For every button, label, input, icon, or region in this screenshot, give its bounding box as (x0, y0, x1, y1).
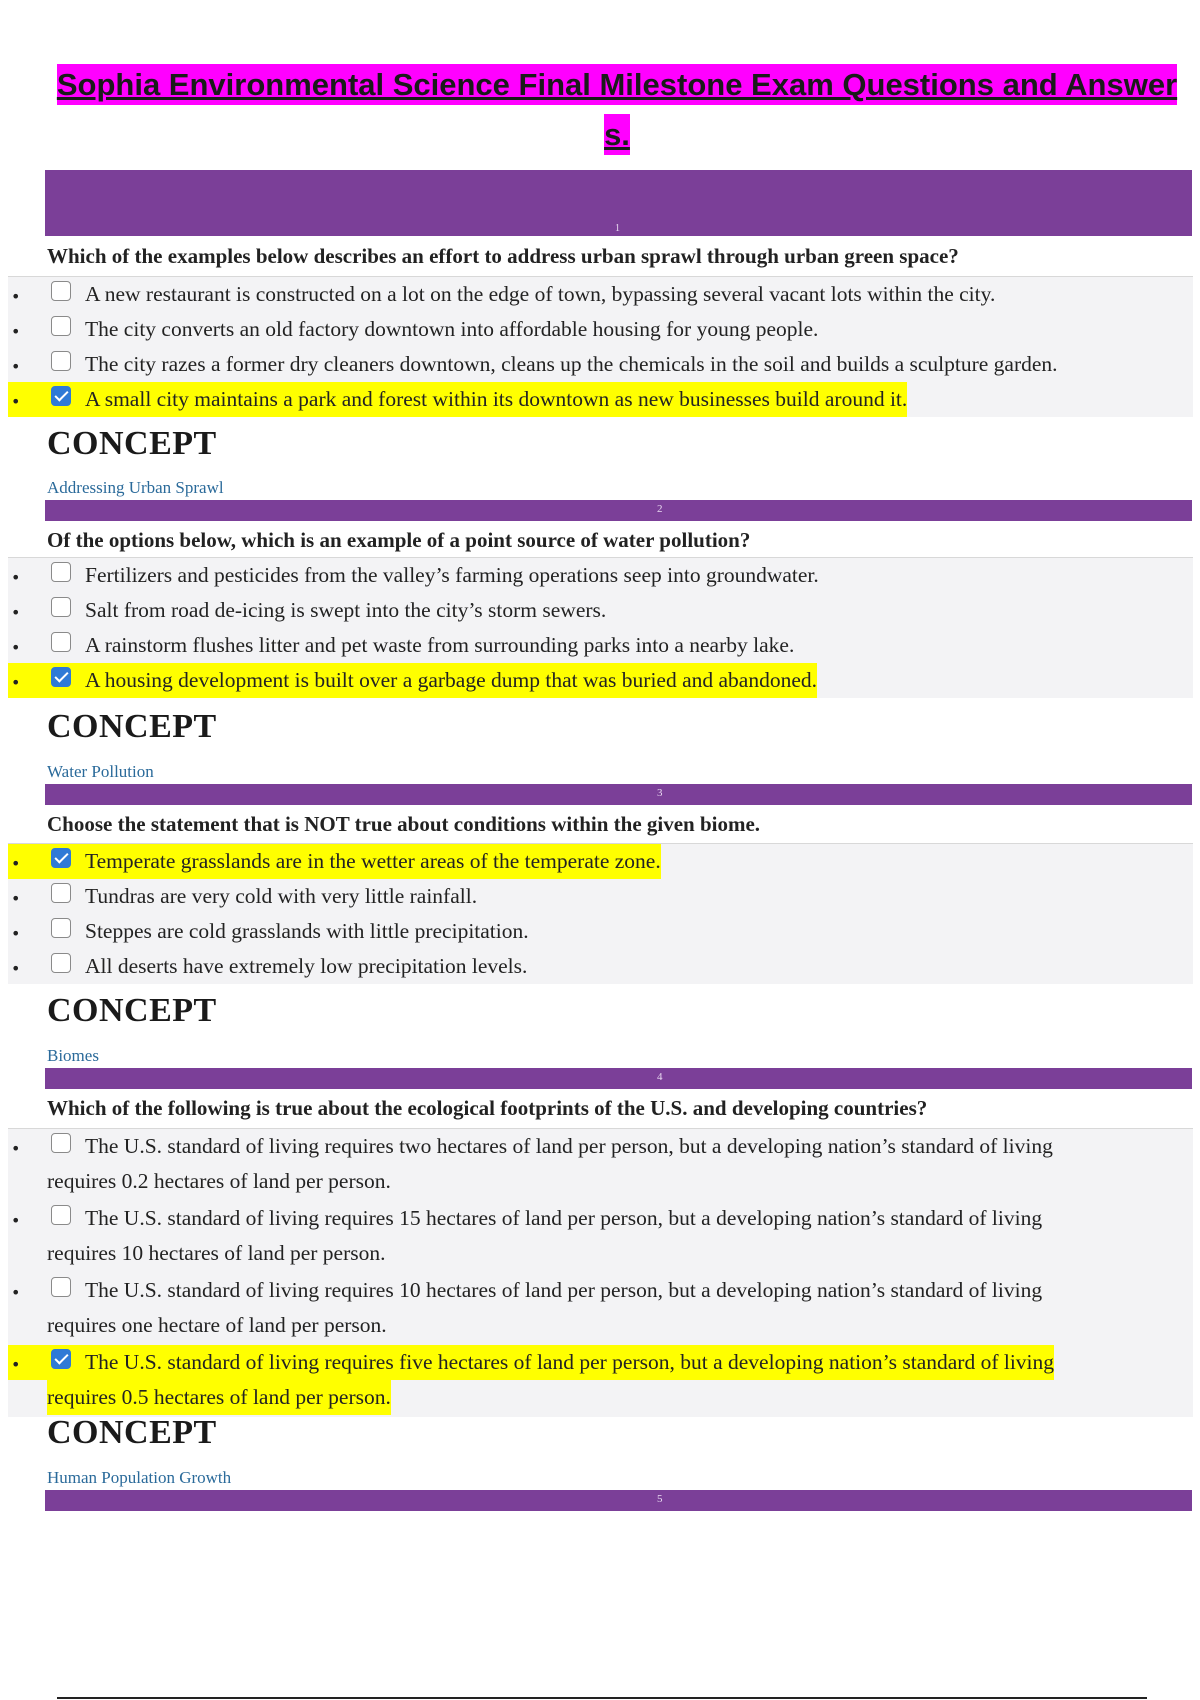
question-text: Which of the following is true about the ecological footprints of the U.S. and developing countries? (47, 1096, 928, 1120)
question-text: Of the options below, which is an example of a point source of water pollution? (47, 528, 751, 552)
checkbox-checked-icon[interactable] (51, 1349, 71, 1369)
checkbox-icon[interactable] (51, 281, 71, 301)
checkbox-icon[interactable] (51, 918, 71, 938)
bullet-icon: • (11, 392, 21, 411)
answer-options (8, 1128, 1193, 1417)
concept-heading: CONCEPT (47, 425, 217, 462)
answer-option[interactable] (8, 312, 1193, 347)
answer-text: All deserts have extremely low precipitation levels. (85, 954, 528, 978)
bullet-icon: • (11, 1283, 21, 1302)
checkbox-icon[interactable] (51, 562, 71, 582)
answer-text: Temperate grasslands are in the wetter areas of the temperate zone. (85, 844, 661, 879)
answer-option[interactable] (8, 949, 1193, 984)
checkbox-icon[interactable] (51, 316, 71, 336)
answer-text-line: requires 10 hectares of land per person. (47, 1241, 386, 1265)
bullet-icon: • (11, 1211, 21, 1230)
question-number: 1 (615, 223, 620, 234)
answer-text: A housing development is built over a garbage dump that was buried and abandoned. (85, 663, 817, 698)
answer-text-line: requires 0.5 hectares of land per person. (47, 1380, 391, 1415)
bullet-icon: • (11, 673, 21, 692)
divider-bar (45, 500, 1192, 521)
answer-text: Fertilizers and pesticides from the valley’s farming operations seep into groundwater. (85, 563, 819, 587)
answer-text: The city razes a former dry cleaners downtown, cleans up the chemicals in the soil and builds a sculpture garden. (85, 352, 1058, 376)
divider-bar (45, 1490, 1192, 1511)
bullet-icon: • (11, 287, 21, 306)
question-number: 3 (657, 787, 663, 799)
document-title: Sophia Environmental Science Final Milestone Exam Questions and Answers. (57, 64, 1177, 155)
answer-text: A small city maintains a park and forest within its downtown as new businesses build around it. (85, 382, 907, 417)
bullet-icon: • (11, 603, 21, 622)
concept-link[interactable]: Biomes (47, 1046, 99, 1065)
answer-text: Salt from road de-icing is swept into the city’s storm sewers. (85, 598, 607, 622)
bullet-icon: • (11, 568, 21, 587)
concept-heading: CONCEPT (47, 1414, 217, 1451)
answer-option[interactable] (8, 558, 1193, 593)
checkbox-icon[interactable] (51, 883, 71, 903)
concept-heading: CONCEPT (47, 708, 217, 745)
bullet-icon: • (11, 322, 21, 341)
checkbox-icon[interactable] (51, 1205, 71, 1225)
answer-text-line: The U.S. standard of living requires 15 hectares of land per person, but a developing nation’s standard of living (85, 1206, 1043, 1230)
answer-option[interactable] (8, 1273, 1193, 1345)
answer-option[interactable] (8, 277, 1193, 312)
bullet-icon: • (11, 959, 21, 978)
checkbox-icon[interactable] (51, 1277, 71, 1297)
checkbox-checked-icon[interactable] (51, 386, 71, 406)
bullet-icon: • (11, 638, 21, 657)
checkbox-icon[interactable] (51, 597, 71, 617)
answer-text: Tundras are very cold with very little rainfall. (85, 884, 478, 908)
question-number: 4 (657, 1071, 663, 1083)
bullet-icon: • (11, 1355, 21, 1374)
bullet-icon: • (11, 357, 21, 376)
answer-options (8, 276, 1193, 417)
answer-text: Steppes are cold grasslands with little precipitation. (85, 919, 529, 943)
answer-option[interactable] (8, 382, 1193, 417)
concept-link[interactable]: Water Pollution (47, 762, 154, 781)
checkbox-icon[interactable] (51, 632, 71, 652)
answer-text: The city converts an old factory downtown into affordable housing for young people. (85, 317, 819, 341)
bullet-icon: • (11, 924, 21, 943)
answer-text-line: The U.S. standard of living requires five hectares of land per person, but a developing nation’s standard of living (85, 1345, 1054, 1380)
answer-option[interactable] (8, 844, 1193, 879)
checkbox-checked-icon[interactable] (51, 667, 71, 687)
answer-option[interactable] (8, 628, 1193, 663)
bullet-icon: • (11, 1139, 21, 1158)
answer-text: A rainstorm flushes litter and pet waste from surrounding parks into a nearby lake. (85, 633, 795, 657)
checkbox-icon[interactable] (51, 351, 71, 371)
answer-text-line: The U.S. standard of living requires 10 hectares of land per person, but a developing nation’s standard of living (85, 1278, 1043, 1302)
answer-options (8, 843, 1193, 984)
checkbox-icon[interactable] (51, 1133, 71, 1153)
concept-heading: CONCEPT (47, 992, 217, 1029)
top-banner (45, 170, 1192, 236)
checkbox-icon[interactable] (51, 953, 71, 973)
answer-options (8, 557, 1193, 698)
question-text: Which of the examples below describes an effort to address urban sprawl through urban green space? (47, 244, 959, 268)
answer-text-line: requires one hectare of land per person. (47, 1313, 387, 1337)
concept-link[interactable]: Human Population Growth (47, 1468, 232, 1487)
answer-option[interactable] (8, 347, 1193, 382)
bullet-icon: • (11, 889, 21, 908)
bottom-rule (57, 1697, 1147, 1699)
answer-option[interactable] (8, 593, 1193, 628)
answer-option[interactable] (8, 914, 1193, 949)
checkbox-checked-icon[interactable] (51, 848, 71, 868)
divider-bar (45, 1068, 1192, 1089)
answer-text-line: requires 0.2 hectares of land per person. (47, 1169, 391, 1193)
divider-bar (45, 784, 1192, 805)
answer-option[interactable] (8, 1201, 1193, 1273)
answer-option[interactable] (8, 663, 1193, 698)
answer-option[interactable] (8, 879, 1193, 914)
answer-text-line: The U.S. standard of living requires two hectares of land per person, but a developing nation’s standard of living (85, 1134, 1053, 1158)
question-number: 2 (657, 503, 663, 515)
bullet-icon: • (11, 854, 21, 873)
answer-option[interactable] (8, 1129, 1193, 1201)
concept-link[interactable]: Addressing Urban Sprawl (47, 478, 224, 497)
question-number: 5 (657, 1493, 663, 1505)
question-text: Choose the statement that is NOT true about conditions within the given biome. (47, 812, 761, 836)
answer-text: A new restaurant is constructed on a lot on the edge of town, bypassing several vacant lots within the city. (85, 282, 996, 306)
document-title-wrap (52, 60, 1182, 160)
answer-option[interactable] (8, 1345, 1193, 1417)
